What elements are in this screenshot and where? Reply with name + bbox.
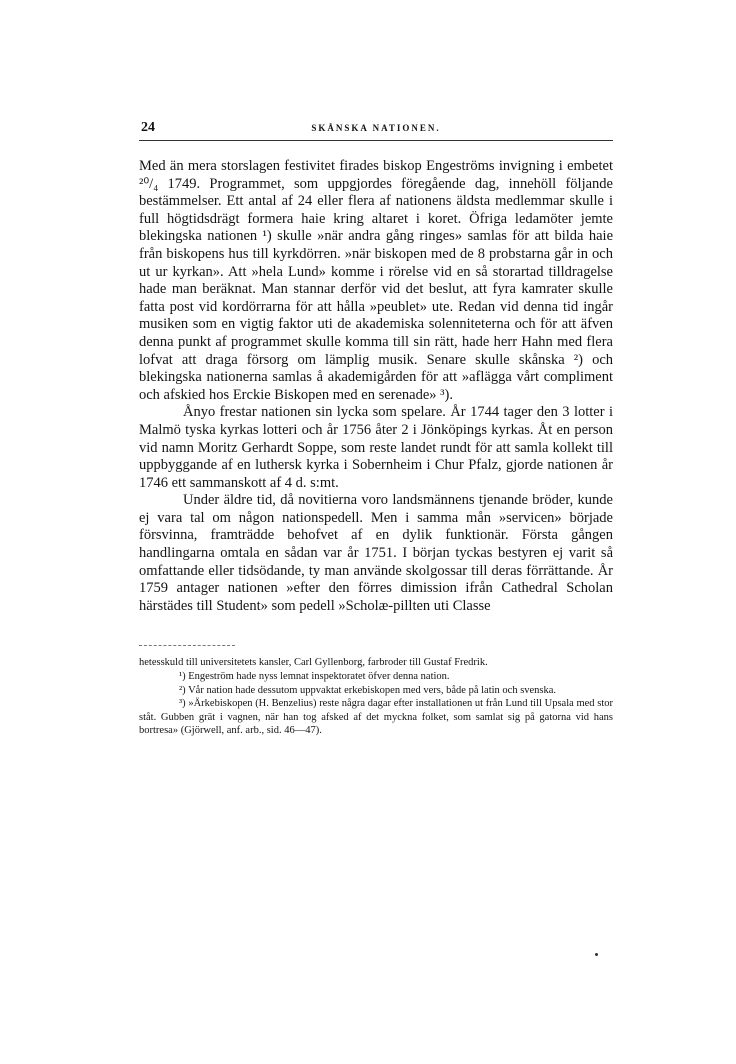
ink-speck	[595, 953, 598, 956]
paragraph: Under äldre tid, då novitierna voro landsmännens tjenande bröder, kunde ej vara tal om någon nationspedell. Men i samma mån »servicen» började försvinna, framträdde behofvet af en dylik funktionär. Första gången handlingarna omtala en sådan var år 1751. I början tyckas bestyren ej varit så omfattande eller tidsödande, ty man använde skolgossar till deras förrättande. År 1759 antager nationen »efter den förres dimission ifrån Cathedral Scholan härstädes till Student» som pedell »Scholæ-pillten uti Classe	[139, 492, 613, 614]
page-number: 24	[141, 120, 155, 135]
footnote: ²) Vår nation hade dessutom uppvaktat erkebiskopen med vers, både på latin och svenska.	[179, 684, 557, 696]
footnote-separator	[139, 645, 235, 646]
running-head	[139, 118, 613, 141]
footnote: hetesskuld till universitetets kansler, Carl Gyllenborg, farbroder till Gustaf Fredrik.	[139, 657, 488, 669]
book-page	[139, 118, 613, 738]
body-text	[139, 158, 613, 615]
running-title: SKÅNSKA NATIONEN.	[311, 123, 441, 133]
footnote: ¹) Engeström hade nyss lemnat inspektoratet öfver denna nation.	[179, 671, 450, 683]
paragraph: Med än mera storslagen festivitet firades biskop Engeströms invigning i embetet ²⁰/₄ 1749. Programmet, som uppgjordes föregående dag, innehöll följande bestämmelser. Ett antal af 24 eller flera af nationens äldsta medlemmar skulle i full högtidsdrägt formera haie kring altaret i koret. Öfriga ledamöter jemte blekingska nationen ¹) skulle »när andra gång ringes» samlas för att bilda haie från biskopens hus till kyrkdörren. »när biskopen med de 8 probstarna går in och ut ur kyrkan». Att »hela Lund» komme i rörelse vid en så storartad tilldragelse hade man beräknat. Man stannar derför vid det beslut, att fyra kamrater skulle fatta post vid kordörrarna för att hålla »peublet» ute. Redan vid denna tid ingår musiken som en vigtig faktor uti de akademiska solenniteterna och för att äfven denna punkt af programmet skulle komma till sin rätt, hade herr Hahn med flera lofvat att draga försorg om lämplig musik. Senare skulle skånska ²) och blekingska nationerna samlas å akademigården för att »aflägga vårt compliment och afskied hos Erckie Biskopen med en serenade» ³).	[139, 158, 613, 403]
paragraph: Ånyo frestar nationen sin lycka som spelare. År 1744 tager den 3 lotter i Malmö tyska kyrkas lotteri och år 1756 åter 2 i Jönköpings kyrkas. Åt en person vid namn Moritz Gerhardt Soppe, som reste landet rundt för att samla kollekt till uppbyggande af en luthersk kyrka i Sobernheim i Chur Pfalz, gjorde nationen år 1746 ett sammanskott af 4 d. s:mt.	[139, 404, 613, 491]
footnotes	[139, 656, 613, 738]
footnote: ³) »Ärkebiskopen (H. Benzelius) reste några dagar efter installationen ut från Lund till Upsala med stor ståt. Gubben grät i vagnen, när han tog afsked af det myckna folket, som samlat sig på gatorna vid hans bortresa» (Gjörwell, anf. arb., sid. 46—47).	[139, 698, 613, 737]
